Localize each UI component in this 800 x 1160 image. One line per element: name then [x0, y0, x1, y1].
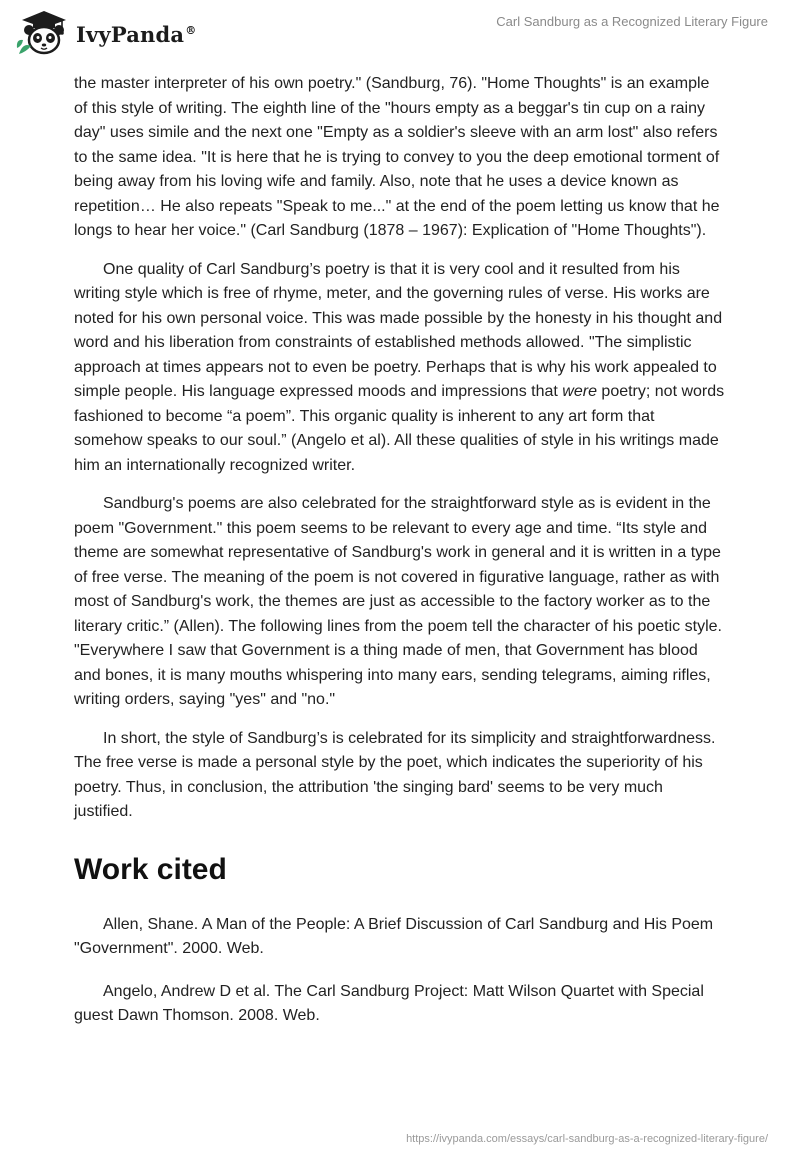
paragraph-3: Sandburg's poems are also celebrated for the straightforward style as is evident in the poem "Government." this poem seems to be relevant to every age and time. “Its style and theme are somewhat representative of Sandburg's work in general and it is written in a type of free verse. The meaning of the poem is not covered in figurative language, rather as with most of Sandburg's work, the themes are just as accessible to the factory worker as to the literary critic.” (Allen). The following lines from the poem tell the character of his poetic style. "Everywhere I saw that Government is a thing made of men, that Government has blood and bones, it is many mouths whispering into many ears, sending telegrams, aiming rifles, writing orders, saying "yes" and "no.": [74, 495, 722, 708]
ivypanda-logo[interactable]: [14, 8, 196, 58]
paragraph-4: In short, the style of Sandburg’s is celebrated for its simplicity and straightforwardness. The free verse is made a personal style by the poet, which indicates the superiority of his poetry. Thus, in conclusion, the attribution 'the singing bard' seems to be very much justified.: [74, 729, 716, 820]
emphasis-were: were: [562, 383, 597, 400]
document-title: Carl Sandburg as a Recognized Literary Figure: [496, 14, 768, 29]
reference-allen: Allen, Shane. A Man of the People: A Brief Discussion of Carl Sandburg and His Poem "Government". 2000. Web.: [74, 915, 714, 957]
logo-wordmark: IvyPanda®: [76, 21, 197, 47]
reference-angelo: Angelo, Andrew D et al. The Carl Sandburg Project: Matt Wilson Quartet with Special guest Dawn Thomson. 2008. Web.: [74, 982, 704, 1024]
paragraph-1: the master interpreter of his own poetry." (Sandburg, 76). "Home Thoughts" is an example of this style of writing. The eighth line of the "hours empty as a beggar's tin cup on a rainy day" uses simile and the next one "Empty as a soldier's sleeve with an arm lost" also refers to the same idea. "It is here that he is trying to convey to you the deep emotional torment of being away from his loving wife and family. Also, note that he uses a device known as repetition… He also repeats "Speak to me..." at the end of the poem letting us know that he longs to hear her voice." (Carl Sandburg (1878 – 1967): Explication of "Home Thoughts").: [74, 75, 720, 239]
works-cited-heading: Work cited: [74, 852, 227, 886]
essay-body: [74, 72, 726, 1047]
panda-graduate-icon: [14, 8, 70, 58]
paragraph-2: One quality of Carl Sandburg’s poetry is that it is very cool and it resulted from his writing style which is free of rhyme, meter, and the governing rules of verse. His works are noted for his own personal voice. This was made possible by the honesty in his thought and word and his liberation from constraints of established methods allowed. "The simplistic approach at times appears not to even be poetry. Perhaps that is why his work appealed to simple people. His language expressed moods and impressions that were poetry; not words fashioned to become “a poem”. This organic quality is inherent to any art form that somehow speaks to our soul.” (Angelo et al). All these qualities of style in his writings made him an internationally recognized writer.: [74, 260, 725, 474]
source-url[interactable]: https://ivypanda.com/essays/carl-sandburg-as-a-recognized-literary-figure/: [406, 1133, 768, 1145]
page-header: [0, 0, 800, 70]
